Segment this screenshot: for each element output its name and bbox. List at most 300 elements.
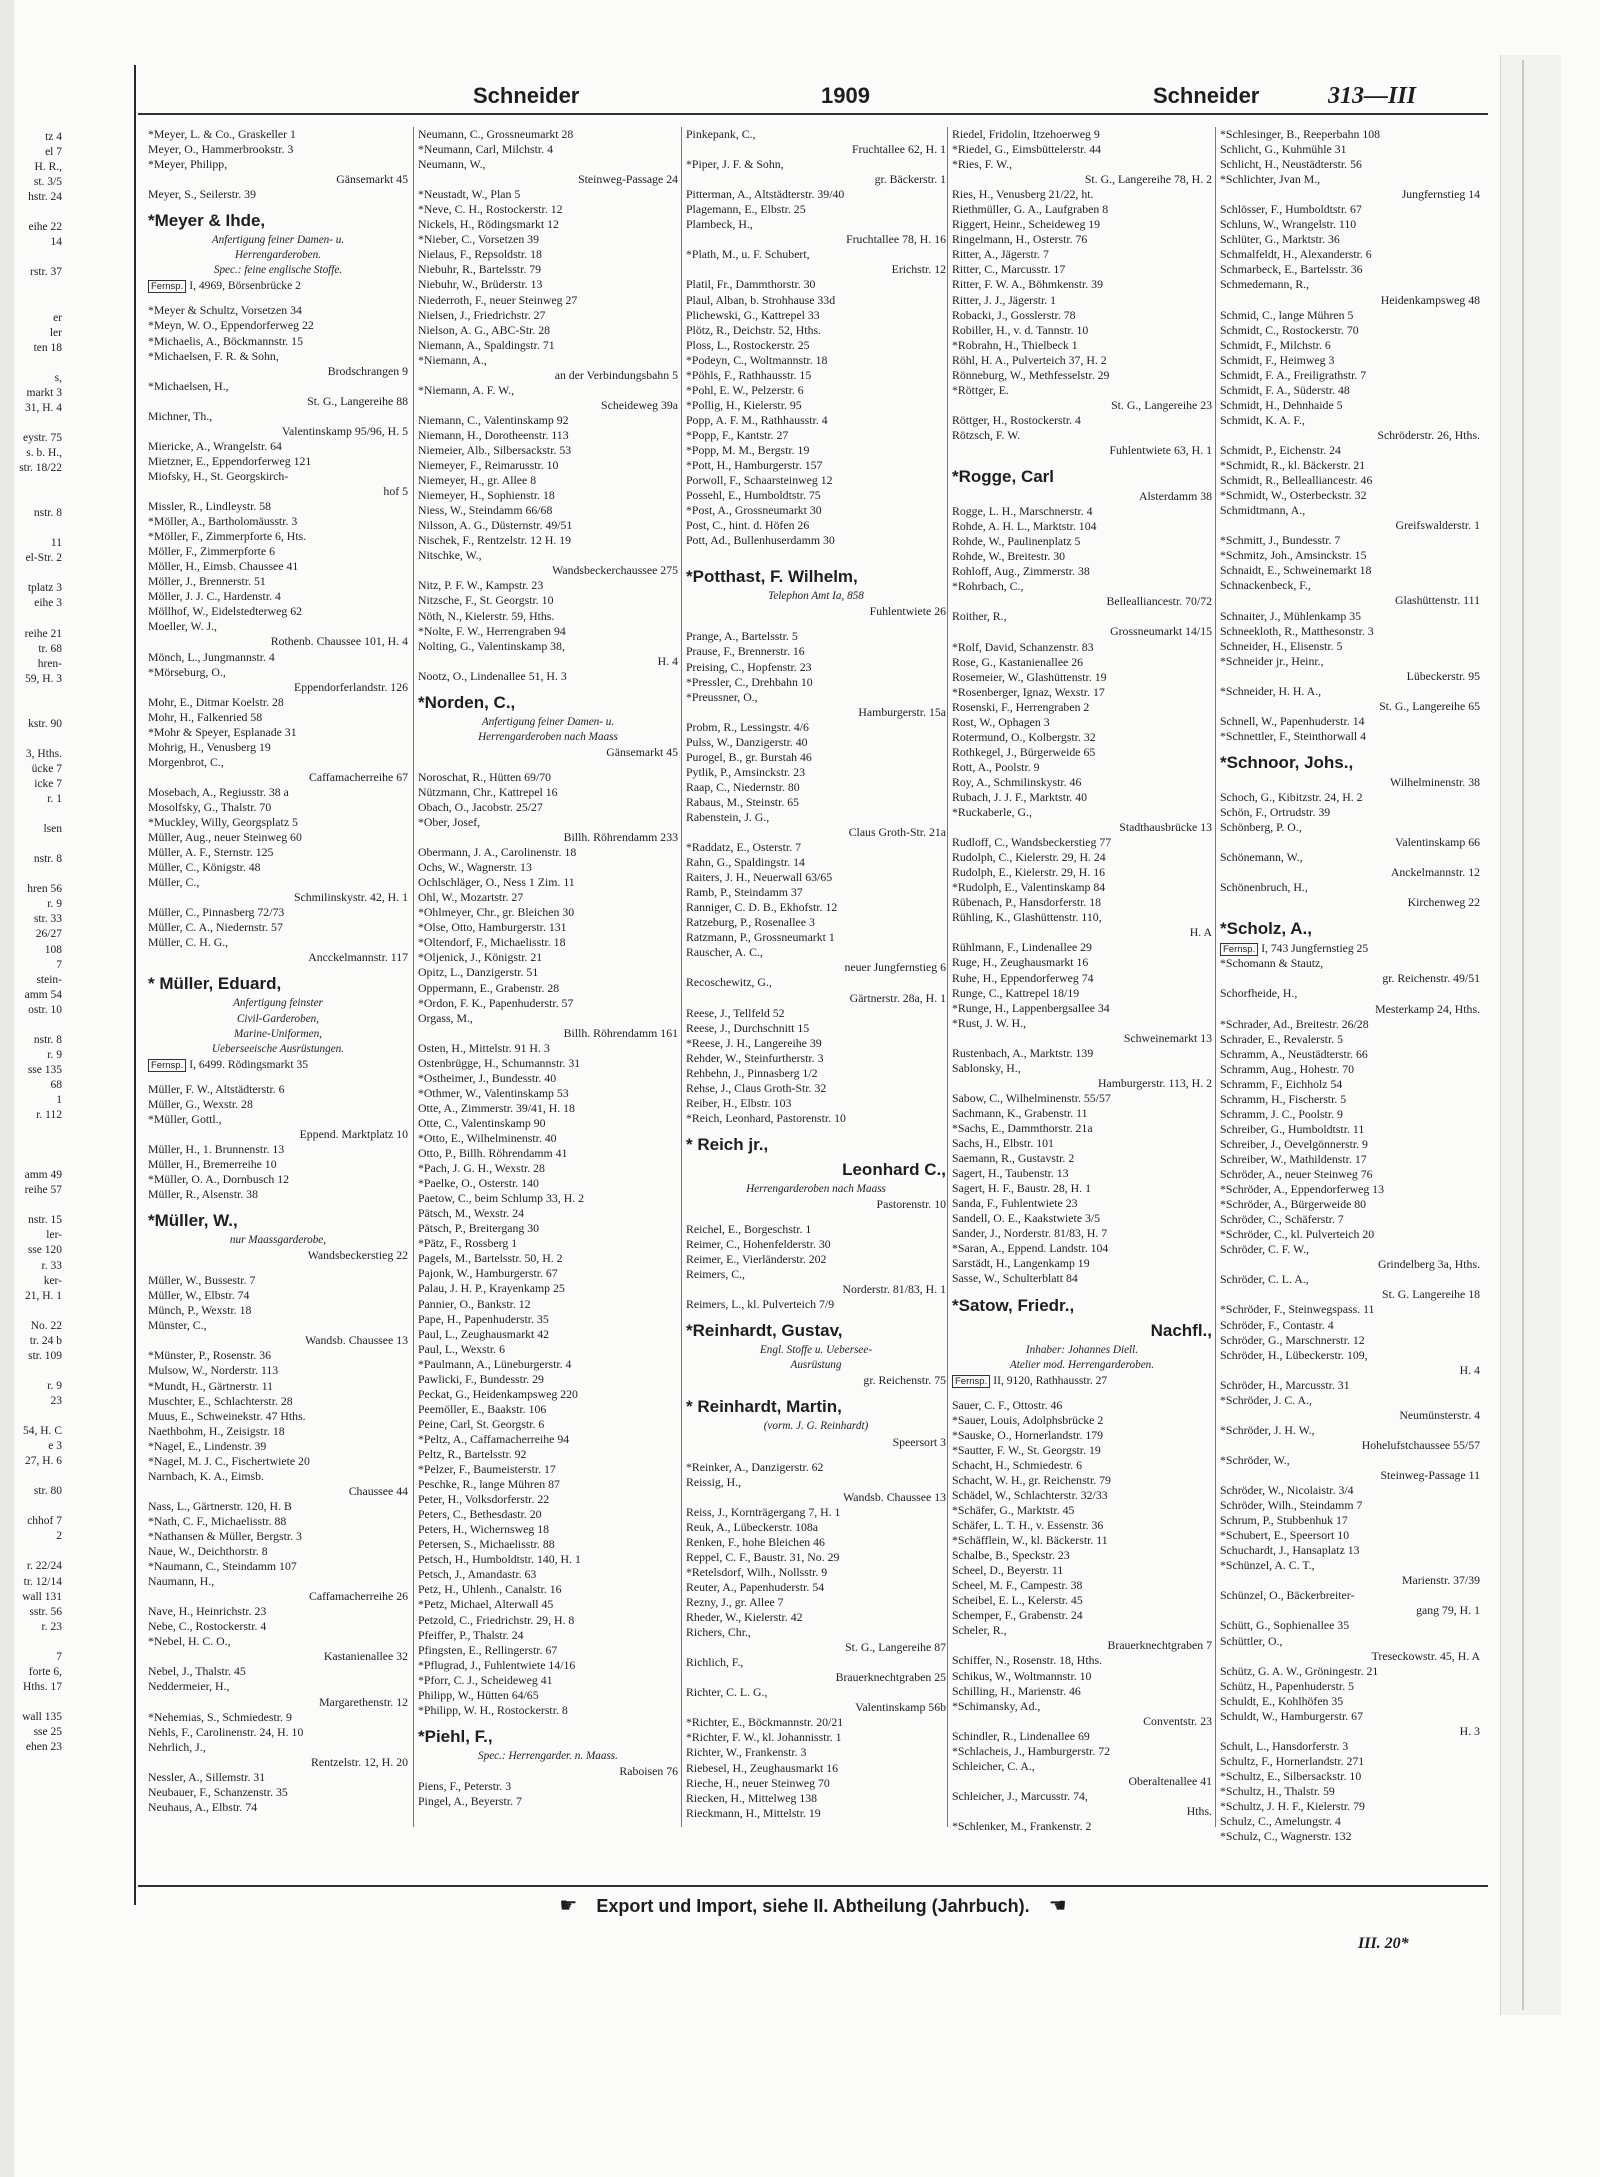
directory-entry: Schmalfeldt, H., Alexanderstr. 6: [1220, 247, 1372, 262]
margin-fragment: [0, 807, 62, 822]
entry-continuation: St. G., Langereihe 23: [1111, 397, 1212, 412]
directory-entry: *Othmer, W., Valentinskamp 53: [418, 1085, 569, 1100]
telephone-label: Fernsp.: [148, 280, 186, 293]
margin-fragment: [0, 1499, 62, 1514]
directory-entry: *Pach, J. G. H., Wexstr. 28: [418, 1161, 545, 1176]
directory-entry: Ratzeburg, P., Rosenallee 3: [686, 915, 815, 930]
directory-entry: Nützmann, Chr., Kattrepel 16: [418, 784, 558, 799]
margin-fragment: amm 54: [24, 988, 62, 1001]
directory-entry: Möller, H., Eimsb. Chaussee 41: [148, 559, 299, 574]
entry-continuation: H. 3: [1459, 1723, 1480, 1738]
directory-entry: *Paulmann, A., Lüneburgerstr. 4: [418, 1356, 572, 1371]
entry-continuation: Hamburgerstr. 113, H. 2: [1097, 1075, 1212, 1090]
footer-note: [138, 1893, 1488, 1918]
margin-fragment: [0, 1364, 62, 1379]
entry-continuation: St. G., Langereihe 88: [307, 393, 408, 408]
margin-fragment: e 3: [48, 1440, 62, 1453]
entry-continuation: Glashüttenstr. 111: [1395, 593, 1480, 608]
margin-fragment: r. 112: [36, 1109, 62, 1122]
entry-continuation: Erichstr. 12: [891, 262, 946, 277]
directory-entry: Schramm, A., Neustädterstr. 66: [1220, 1046, 1368, 1061]
directory-entry: Meyer, O., Hammerbrookstr. 3: [148, 142, 294, 157]
directory-entry: Niederroth, F., neuer Steinweg 27: [418, 292, 578, 307]
directory-entry: Pingel, A., Beyerstr. 7: [418, 1793, 522, 1808]
margin-fragment: [0, 867, 62, 882]
pointing-hand-left-icon: ☚: [1048, 1895, 1067, 1917]
entry-continuation: Hohelufstchaussee 55/57: [1361, 1437, 1480, 1452]
next-page-edge: [1500, 55, 1561, 2015]
footer-text: Export und Import, siehe II. Abtheilung (Jahrbuch).: [596, 1896, 1030, 1916]
header-right-keyword: Schneider: [1153, 83, 1260, 108]
directory-entry: Missler, R., Lindleystr. 58: [148, 499, 272, 514]
column-divider: [681, 127, 682, 1827]
advertiser-description: Anfertigung feinster: [233, 997, 323, 1010]
directory-entry: Pinkepank, C.,: [686, 127, 756, 141]
directory-entry: *Möller, F., Zimmerpforte 6, Hts.: [148, 529, 307, 544]
directory-entry: Schröder, Wilh., Steindamm 7: [1220, 1498, 1363, 1513]
directory-entry: Schuldt, E., Kohlhöfen 35: [1220, 1693, 1344, 1708]
directory-entry: Schnell, W., Papenhuderstr. 14: [1220, 713, 1365, 728]
directory-entry: *Pelzer, F., Baumeisterstr. 17: [418, 1462, 556, 1477]
directory-entry: *Meyer, Philipp,: [148, 157, 228, 172]
directory-entry: Plötz, R., Deichstr. 52, Hths.: [686, 322, 822, 337]
directory-entry: Schmidt, P., Eichenstr. 24: [1220, 442, 1341, 457]
directory-entry: Schreiber, W., Mathildenstr. 17: [1220, 1152, 1367, 1166]
directory-entry: Palau, J. H. P., Krayenkamp 25: [418, 1281, 565, 1296]
directory-entry: Nitschke, W.,: [418, 548, 482, 563]
margin-fragment: 2: [56, 1530, 62, 1543]
header-rule: [138, 113, 1488, 115]
directory-entry: *Nieber, C., Vorsetzen 39: [418, 232, 539, 247]
directory-entry: *Richter, E., Böckmannstr. 20/21: [686, 1715, 844, 1730]
directory-entry: *Ostheimer, J., Bundesstr. 40: [418, 1070, 557, 1085]
entry-continuation: Pastorenstr. 10: [876, 1197, 946, 1211]
margin-fragment: sstr. 56: [29, 1605, 62, 1618]
directory-entry: Pannier, O., Bankstr. 12: [418, 1296, 531, 1311]
directory-entry: *Peltz, A., Caffamacherreihe 94: [418, 1431, 570, 1446]
telephone-label: Fernsp.: [1220, 943, 1258, 956]
margin-fragment: [0, 521, 62, 536]
directory-entry: *Raddatz, E., Osterstr. 7: [686, 840, 801, 855]
directory-entry: Niemann, H., Dorotheenstr. 113: [418, 427, 569, 442]
margin-fragment: 108: [44, 943, 62, 956]
directory-entry: *Schäfer, G., Marktstr. 45: [952, 1502, 1075, 1517]
directory-entry: Orgass, M.,: [418, 1010, 473, 1025]
directory-entry: Riecken, H., Mittelweg 138: [686, 1790, 818, 1805]
directory-entry: Paul, L., Wexstr. 6: [418, 1341, 505, 1356]
directory-entry: Schröder, C. F. W.,: [1220, 1242, 1310, 1257]
directory-entry: Schmidt, C., Rostockerstr. 70: [1220, 322, 1359, 337]
directory-entry: Noroschat, R., Hütten 69/70: [418, 769, 552, 784]
entry-continuation: Anckelmannstr. 12: [1390, 865, 1480, 880]
directory-entry: *Schlenker, M., Frankenstr. 2: [952, 1818, 1092, 1833]
directory-entry: Peters, H., Wichernsweg 18: [418, 1522, 550, 1537]
directory-entry: Niemeyer, H., gr. Allee 8: [418, 473, 537, 488]
directory-entry: Muus, E., Schweinekstr. 47 Hths.: [148, 1408, 306, 1423]
directory-entry: Petsch, H., Humboldtstr. 140, H. 1: [418, 1552, 581, 1567]
directory-entry: Mulsow, W., Norderstr. 113: [148, 1363, 279, 1378]
column-5: [1220, 127, 1480, 1867]
directory-entry: Schmidt, F., Heimweg 3: [1220, 352, 1335, 367]
directory-entry: *Niemann, A. F. W.,: [418, 382, 515, 397]
entry-continuation: Rentzelstr. 12, H. 20: [311, 1754, 408, 1769]
directory-entry: Schramm, Aug., Hohestr. 70: [1220, 1061, 1355, 1076]
directory-entry: *Nath, C. F., Michaelisstr. 88: [148, 1513, 287, 1528]
entry-continuation: Billh. Röhrendamm 161: [563, 1025, 678, 1040]
directory-entry: Schreiber, J., Oevelgönnerstr. 9: [1220, 1136, 1368, 1151]
directory-entry: Sachmann, K., Grabenstr. 11: [952, 1105, 1088, 1120]
column-1: [148, 127, 408, 1867]
directory-entry: *Schubert, E., Speersort 10: [1220, 1528, 1350, 1543]
directory-entry: Reiber, H., Elbstr. 103: [686, 1095, 792, 1110]
margin-fragment: kstr. 90: [28, 717, 62, 730]
entry-continuation: neuer Jungfernstieg 6: [844, 960, 946, 975]
margin-fragment: r. 23: [41, 1620, 62, 1633]
margin-fragment: [0, 356, 62, 371]
directory-entry: Schleicher, J., Marcusstr. 74,: [952, 1788, 1088, 1803]
column-2: [418, 127, 678, 1867]
margin-fragment: ler: [49, 326, 62, 339]
directory-entry: *Pforr, C. J., Scheideweg 41: [418, 1672, 553, 1687]
entry-continuation: Steinweg-Passage 11: [1380, 1467, 1480, 1482]
column-4: [952, 127, 1212, 1867]
directory-entry: Rustenbach, A., Marktstr. 139: [952, 1045, 1094, 1060]
directory-entry: Mietzner, E., Eppendorferweg 121: [148, 453, 312, 468]
entry-continuation: Speersort 3: [892, 1434, 946, 1449]
margin-fragment: 23: [50, 1394, 62, 1407]
directory-entry: Rabaus, M., Steinstr. 65: [686, 794, 800, 809]
directory-entry: Peine, Carl, St. Georgstr. 6: [418, 1416, 545, 1431]
directory-entry: Müller, C. H. G.,: [148, 935, 229, 950]
margin-fragment: No. 22: [30, 1319, 62, 1332]
advertiser-description: Spec.: feine englische Stoffe.: [213, 264, 343, 277]
directory-entry: *Pott, H., Hamburgerstr. 157: [686, 458, 823, 473]
directory-entry: Schneider, H., Elisenstr. 5: [1220, 638, 1343, 653]
advertiser-description: Telephon Amt Ia, 858: [768, 590, 864, 603]
directory-entry: Reimer, C., Hohenfelderstr. 30: [686, 1237, 831, 1252]
margin-fragment: s. b. H.,: [26, 446, 62, 459]
directory-entry: *Neustadt, W., Plan 5: [418, 187, 521, 202]
directory-entry: Niess, W., Steindamm 66/68: [418, 503, 553, 518]
directory-entry: Rohde, W., Breitestr. 30: [952, 549, 1066, 564]
directory-entry: Osten, H., Mittelstr. 91 H. 3: [418, 1040, 550, 1055]
margin-fragment: [0, 1469, 62, 1484]
header-left-keyword: Schneider: [473, 83, 580, 108]
entry-continuation: Marienstr. 37/39: [1402, 1573, 1480, 1588]
directory-entry: Müller, H., Bremerreihe 10: [148, 1156, 277, 1171]
directory-entry: *Röttger, E.: [952, 382, 1009, 397]
directory-entry: Rudolph, E., Kielerstr. 29, H. 16: [952, 865, 1106, 880]
entry-continuation: Wandsbeckerstieg 22: [307, 1248, 408, 1263]
entry-continuation: H. 4: [657, 653, 678, 668]
directory-entry: Otte, C., Valentinskamp 90: [418, 1115, 546, 1130]
margin-fragment: s,: [54, 371, 62, 384]
directory-entry: Rotermund, O., Kolbergstr. 32: [952, 729, 1096, 744]
directory-entry: *Mundt, H., Gärtnerstr. 11: [148, 1378, 274, 1393]
entry-continuation: Wilhelminenstr. 38: [1390, 774, 1480, 789]
margin-fragment: hstr. 24: [28, 191, 62, 204]
entry-continuation: Mesterkamp 24, Hths.: [1375, 1001, 1480, 1016]
directory-entry: *Neve, C. H., Rostockerstr. 12: [418, 202, 563, 217]
directory-entry: Neddermeier, H.,: [148, 1679, 230, 1694]
margin-fragment: 21, H. 1: [24, 1289, 62, 1302]
advertiser-description: Anfertigung feiner Damen- u.: [481, 715, 615, 728]
directory-entry: Prange, A., Bartelsstr. 5: [686, 629, 798, 644]
directory-entry: Possehl, E., Humboldtstr. 75: [686, 488, 821, 503]
directory-entry: Philipp, W., Hütten 64/65: [418, 1687, 539, 1702]
advertiser-description: Ausrüstung: [790, 1359, 842, 1372]
directory-entry: *Schneider jr., Heinr.,: [1220, 653, 1324, 668]
directory-entry: Ochlschläger, O., Ness 1 Zim. 11: [418, 875, 575, 890]
directory-entry: Mohr, H., Falkenried 58: [148, 709, 263, 724]
directory-entry: Ries, H., Venusberg 21/22, ht.: [952, 187, 1094, 202]
directory-entry: Ostenbrügge, H., Schumannstr. 31: [418, 1055, 581, 1070]
directory-entry: Scheel, D., Beyerstr. 11: [952, 1563, 1064, 1578]
directory-entry: Plambeck, H.,: [686, 217, 753, 232]
directory-entry: Münch, P., Wexstr. 18: [148, 1303, 252, 1318]
directory-entry: *Rosenberger, Ignaz, Wexstr. 17: [952, 684, 1105, 699]
directory-entry: Rübenach, P., Hansdorferstr. 18: [952, 895, 1102, 910]
advertiser-name: *Piehl, F.,: [418, 1726, 493, 1746]
margin-fragment: tr. 12/14: [23, 1575, 62, 1588]
directory-entry: Peters, C., Bethesdastr. 20: [418, 1507, 542, 1522]
directory-entry: Richlich, F.,: [686, 1655, 744, 1670]
directory-entry: *Sauer, Louis, Adolphsbrücke 2: [952, 1412, 1104, 1427]
directory-entry: *Schröder, A., Eppendorferweg 13: [1220, 1182, 1384, 1197]
directory-entry: Naumann, H.,: [148, 1574, 215, 1589]
margin-fragment: tr. 68: [38, 642, 62, 655]
directory-entry: *Pollig, H., Kielerstr. 95: [686, 397, 802, 412]
directory-entry: Schröder, A., neuer Steinweg 76: [1220, 1167, 1373, 1182]
telephone-entry-text: II, 9120, Rathhausstr. 27: [993, 1373, 1108, 1387]
margin-fragment: eihe 3: [34, 597, 62, 610]
directory-entry: *Schäfflein, W., kl. Bäckerstr. 11: [952, 1533, 1108, 1548]
margin-fragment: [0, 1544, 62, 1559]
entry-continuation: gr. Bäckerstr. 1: [874, 172, 946, 187]
directory-entry: Rohloff, Aug., Zimmerstr. 38: [952, 564, 1090, 579]
entry-continuation: an der Verbindungsbahn 5: [554, 367, 678, 382]
directory-entry: *Robrahn, H., Thielbeck 1: [952, 337, 1078, 352]
directory-entry: *Pflugrad, J., Fuhlentwiete 14/16: [418, 1657, 576, 1672]
directory-entry: Rose, G., Kastanienallee 26: [952, 654, 1084, 669]
directory-entry: *Schnettler, F., Steinthorwall 4: [1220, 728, 1367, 743]
directory-entry: *Ruckaberle, G.,: [952, 805, 1032, 820]
directory-entry: Muschter, E., Schlachterstr. 28: [148, 1393, 293, 1408]
entry-continuation: Caffamacherreihe 67: [308, 769, 408, 784]
directory-entry: Schilling, H., Marienstr. 46: [952, 1683, 1081, 1698]
margin-fragment: sse 135: [27, 1063, 62, 1076]
directory-entry: Recoschewitz, G.,: [686, 975, 772, 990]
margin-fragment: tz 4: [45, 131, 62, 143]
page-left-rule: [134, 65, 136, 1905]
directory-entry: Ruge, H., Zeughausmarkt 16: [952, 955, 1089, 970]
entry-continuation: Kirchenweg 22: [1407, 895, 1480, 910]
directory-entry: Schlicht, G., Kuhmühle 31: [1220, 142, 1347, 157]
directory-entry: Müller, Aug., neuer Steinweg 60: [148, 830, 302, 845]
directory-entry: Rehder, W., Steinfurtherstr. 3: [686, 1050, 824, 1065]
advertiser-description: Marine-Uniformen,: [234, 1027, 322, 1040]
directory-entry: *Michaelsen, H.,: [148, 378, 229, 393]
margin-fragment: [0, 837, 62, 852]
entry-continuation: Valentinskamp 56b: [855, 1700, 946, 1715]
directory-entry: Schikus, W., Woltmannstr. 10: [952, 1668, 1092, 1683]
directory-entry: Petzold, C., Friedrichstr. 29, H. 8: [418, 1612, 575, 1627]
margin-fragment: 7: [56, 958, 62, 971]
margin-fragment: 1: [56, 1094, 62, 1106]
entry-continuation: Gänsemarkt 45: [336, 172, 408, 187]
column-divider: [1215, 127, 1216, 1827]
directory-entry: Schädel, W., Schlachterstr. 32/33: [952, 1487, 1108, 1502]
directory-entry: Rehbehn, J., Pinnasberg 1/2: [686, 1065, 818, 1080]
directory-entry: Schmidt, R., Bellealliancestr. 46: [1220, 473, 1373, 488]
directory-entry: Rahn, G., Spaldingstr. 14: [686, 855, 805, 870]
directory-entry: *Michaelsen, F. R. & Sohn,: [148, 348, 279, 363]
entry-continuation: Valentinskamp 66: [1395, 835, 1480, 850]
margin-fragment: str. 109: [28, 1349, 62, 1362]
entry-continuation: Wandsb. Chaussee 13: [843, 1489, 946, 1504]
margin-fragment: 59, H. 3: [24, 672, 62, 685]
margin-fragment: eihe 22: [28, 221, 62, 234]
directory-entry: Pawlicki, F., Bundesstr. 29: [418, 1371, 544, 1386]
directory-entry: Rost, W., Ophagen 3: [952, 714, 1050, 729]
directory-entry: Schlüter, G., Marktstr. 36: [1220, 232, 1340, 247]
margin-fragment: str. 33: [33, 913, 62, 926]
margin-fragment: r. 9: [47, 1048, 62, 1061]
margin-fragment: ker-: [43, 1274, 62, 1287]
advertiser-name: *Schnoor, Johs.,: [1220, 752, 1354, 772]
directory-entry: *Schünzel, A. C. T.,: [1220, 1558, 1315, 1573]
directory-entry: Petsch, J., Amandastr. 63: [418, 1567, 537, 1582]
page-header: [138, 77, 1498, 117]
entry-continuation: Schmilinskystr. 42, H. 1: [293, 890, 408, 905]
directory-entry: Pape, H., Papenhuderstr. 35: [418, 1311, 549, 1326]
margin-fragment: [0, 1018, 62, 1033]
directory-entry: *Reich, Leonhard, Pastorenstr. 10: [686, 1110, 846, 1125]
margin-fragment: hren 56: [27, 883, 62, 896]
margin-fragment: [0, 1123, 62, 1138]
directory-entry: Pott, Ad., Bullenhuserdamm 30: [686, 533, 835, 548]
directory-entry: Ritter, A., Jägerstr. 7: [952, 247, 1049, 262]
directory-entry: Schmedemann, R.,: [1220, 277, 1310, 292]
directory-entry: *Rudolph, E., Valentinskamp 84: [952, 880, 1106, 895]
directory-entry: Richter, C. L. G.,: [686, 1685, 768, 1700]
entry-continuation: Oberaltenallee 41: [1128, 1773, 1212, 1788]
directory-entry: Sanda, F., Fuhlentwiete 23: [952, 1196, 1078, 1211]
directory-entry: *Sachs, E., Dammthorstr. 21a: [952, 1121, 1093, 1135]
directory-entry: Schuchardt, J., Hansaplatz 13: [1220, 1543, 1360, 1558]
directory-entry: Möller, F., Zimmerpforte 6: [148, 544, 276, 559]
directory-entry: *Reinker, A., Danzigerstr. 62: [686, 1459, 824, 1474]
directory-entry: *Oljenick, J., Königstr. 21: [418, 950, 543, 965]
directory-entry: Narnbach, K. A., Eimsb.: [148, 1468, 264, 1483]
directory-entry: Mosebach, A., Regiusstr. 38 a: [148, 784, 289, 799]
directory-entry: *Michaelis, A., Böckmannstr. 15: [148, 333, 303, 348]
margin-fragment: reihe 57: [24, 1184, 62, 1197]
entry-continuation: Lübeckerstr. 95: [1406, 668, 1480, 683]
advertiser-name: * Reich jr.,: [686, 1134, 769, 1154]
advertiser-name: *Meyer & Ihde,: [148, 211, 266, 231]
entry-continuation: Kastanienallee 32: [323, 1649, 408, 1664]
spacer: [418, 760, 678, 770]
entry-continuation: Eppend. Marktplatz 10: [299, 1126, 408, 1141]
entry-continuation: St. G., Langereihe 87: [845, 1640, 946, 1655]
directory-entry: Schemper, F., Grabenstr. 24: [952, 1608, 1083, 1623]
margin-fragment: ücke 7: [31, 762, 62, 775]
entry-continuation: Brodschrangen 9: [327, 363, 408, 378]
advertiser-name: *Satow, Friedr.,: [952, 1295, 1075, 1315]
header-year: 1909: [821, 83, 870, 108]
directory-entry: Schacht, W. H., gr. Reichenstr. 79: [952, 1472, 1111, 1487]
directory-entry: Schramm, J. C., Poolstr. 9: [1220, 1106, 1343, 1121]
directory-entry: Nöth, N., Kielerstr. 59, Hths.: [418, 608, 555, 623]
directory-entry: *Schmitz, Joh., Amsinckstr. 15: [1220, 548, 1367, 563]
advertiser-description: (vorm. J. G. Reinhardt): [763, 1420, 869, 1433]
directory-entry: *Ohlmeyer, Chr., gr. Bleichen 30: [418, 905, 575, 920]
directory-entry: Schön, F., Ortrudstr. 39: [1220, 805, 1331, 820]
directory-entry: Oppermann, E., Grabenstr. 28: [418, 980, 560, 995]
margin-fragment: 14: [50, 236, 62, 249]
directory-entry: Pulss, W., Danzigerstr. 40: [686, 734, 808, 749]
directory-entry: *Niemann, A.,: [418, 352, 487, 367]
margin-fragment: nstr. 8: [33, 853, 62, 866]
entry-continuation: Neumünsterstr. 4: [1399, 1407, 1480, 1422]
directory-entry: Richter, W., Frankenstr. 3: [686, 1745, 807, 1760]
column-divider: [947, 127, 948, 1827]
margin-fragment: [0, 205, 62, 220]
margin-fragment: tplatz 3: [27, 582, 62, 595]
advertiser-description: Herrengarderoben.: [234, 249, 322, 262]
advertiser-description: Herrengarderoben nach Maass: [746, 1182, 886, 1195]
entry-continuation: Fruchtallee 62, H. 1: [851, 142, 946, 157]
directory-entry: *Nathansen & Müller, Bergstr. 3: [148, 1528, 302, 1543]
directory-entry: Obermann, J. A., Carolinenstr. 18: [418, 845, 577, 860]
telephone-entry-text: I, 4969, Börsenbrücke 2: [189, 279, 301, 293]
directory-entry: Moeller, W. J.,: [148, 619, 217, 634]
entry-continuation: gr. Reichenstr. 75: [863, 1373, 946, 1388]
directory-entry: *Piper, J. F. & Sohn,: [686, 157, 784, 172]
directory-entry: Möller, J., Brennerstr. 51: [148, 574, 266, 589]
directory-entry: Münster, C.,: [148, 1318, 207, 1333]
directory-entry: Richers, Chr.,: [686, 1625, 751, 1640]
directory-entry: Reese, J., Durchschnitt 15: [686, 1020, 810, 1035]
directory-entry: Rötzsch, F. W.: [952, 427, 1021, 442]
margin-fragment: str. 18/22: [19, 462, 62, 475]
directory-entry: Sasse, W., Schulterblatt 84: [952, 1271, 1078, 1286]
directory-entry: Rothkegel, J., Bürgerweide 65: [952, 744, 1096, 759]
directory-entry: Rühling, K., Glashüttenstr. 110,: [952, 910, 1102, 925]
directory-entry: Nischek, F., Rentzelstr. 12 H. 19: [418, 533, 572, 548]
entry-continuation: Schröderstr. 26, Hths.: [1377, 427, 1480, 442]
entry-continuation: Fruchtallee 78, H. 16: [846, 232, 946, 247]
directory-entry: Mönch, L., Jungmannstr. 4: [148, 649, 275, 664]
advertiser-name: *Reinhardt, Gustav,: [686, 1321, 843, 1341]
directory-entry: Müller, C., Pinnasberg 72/73: [148, 905, 285, 920]
directory-entry: Ploss, L., Rostockerstr. 25: [686, 337, 810, 352]
directory-entry: Peemöller, E., Baakstr. 106: [418, 1401, 547, 1416]
advertiser-name: *Rogge, Carl: [952, 467, 1055, 487]
directory-entry: *Schmidt, W., Osterbeckstr. 32: [1220, 488, 1367, 503]
directory-entry: Preising, C., Hopfenstr. 23: [686, 659, 812, 674]
margin-fragment: icke 7: [34, 778, 62, 791]
margin-fragment: str. 80: [33, 1485, 62, 1498]
directory-entry: Rheder, W., Kielerstr. 42: [686, 1610, 803, 1625]
directory-entry: Plaul, Alban, b. Strohhause 33d: [686, 292, 836, 307]
directory-entry: Nielaus, F., Repsoldstr. 18: [418, 247, 542, 262]
directory-entry: Schlicht, H., Neustädterstr. 56: [1220, 157, 1362, 172]
directory-entry: *Reese, J. H., Langereihe 39: [686, 1035, 822, 1050]
advertiser-name: *Norden, C.,: [418, 692, 516, 712]
directory-entry: Rubach, J. J. F., Marktstr. 40: [952, 789, 1088, 804]
